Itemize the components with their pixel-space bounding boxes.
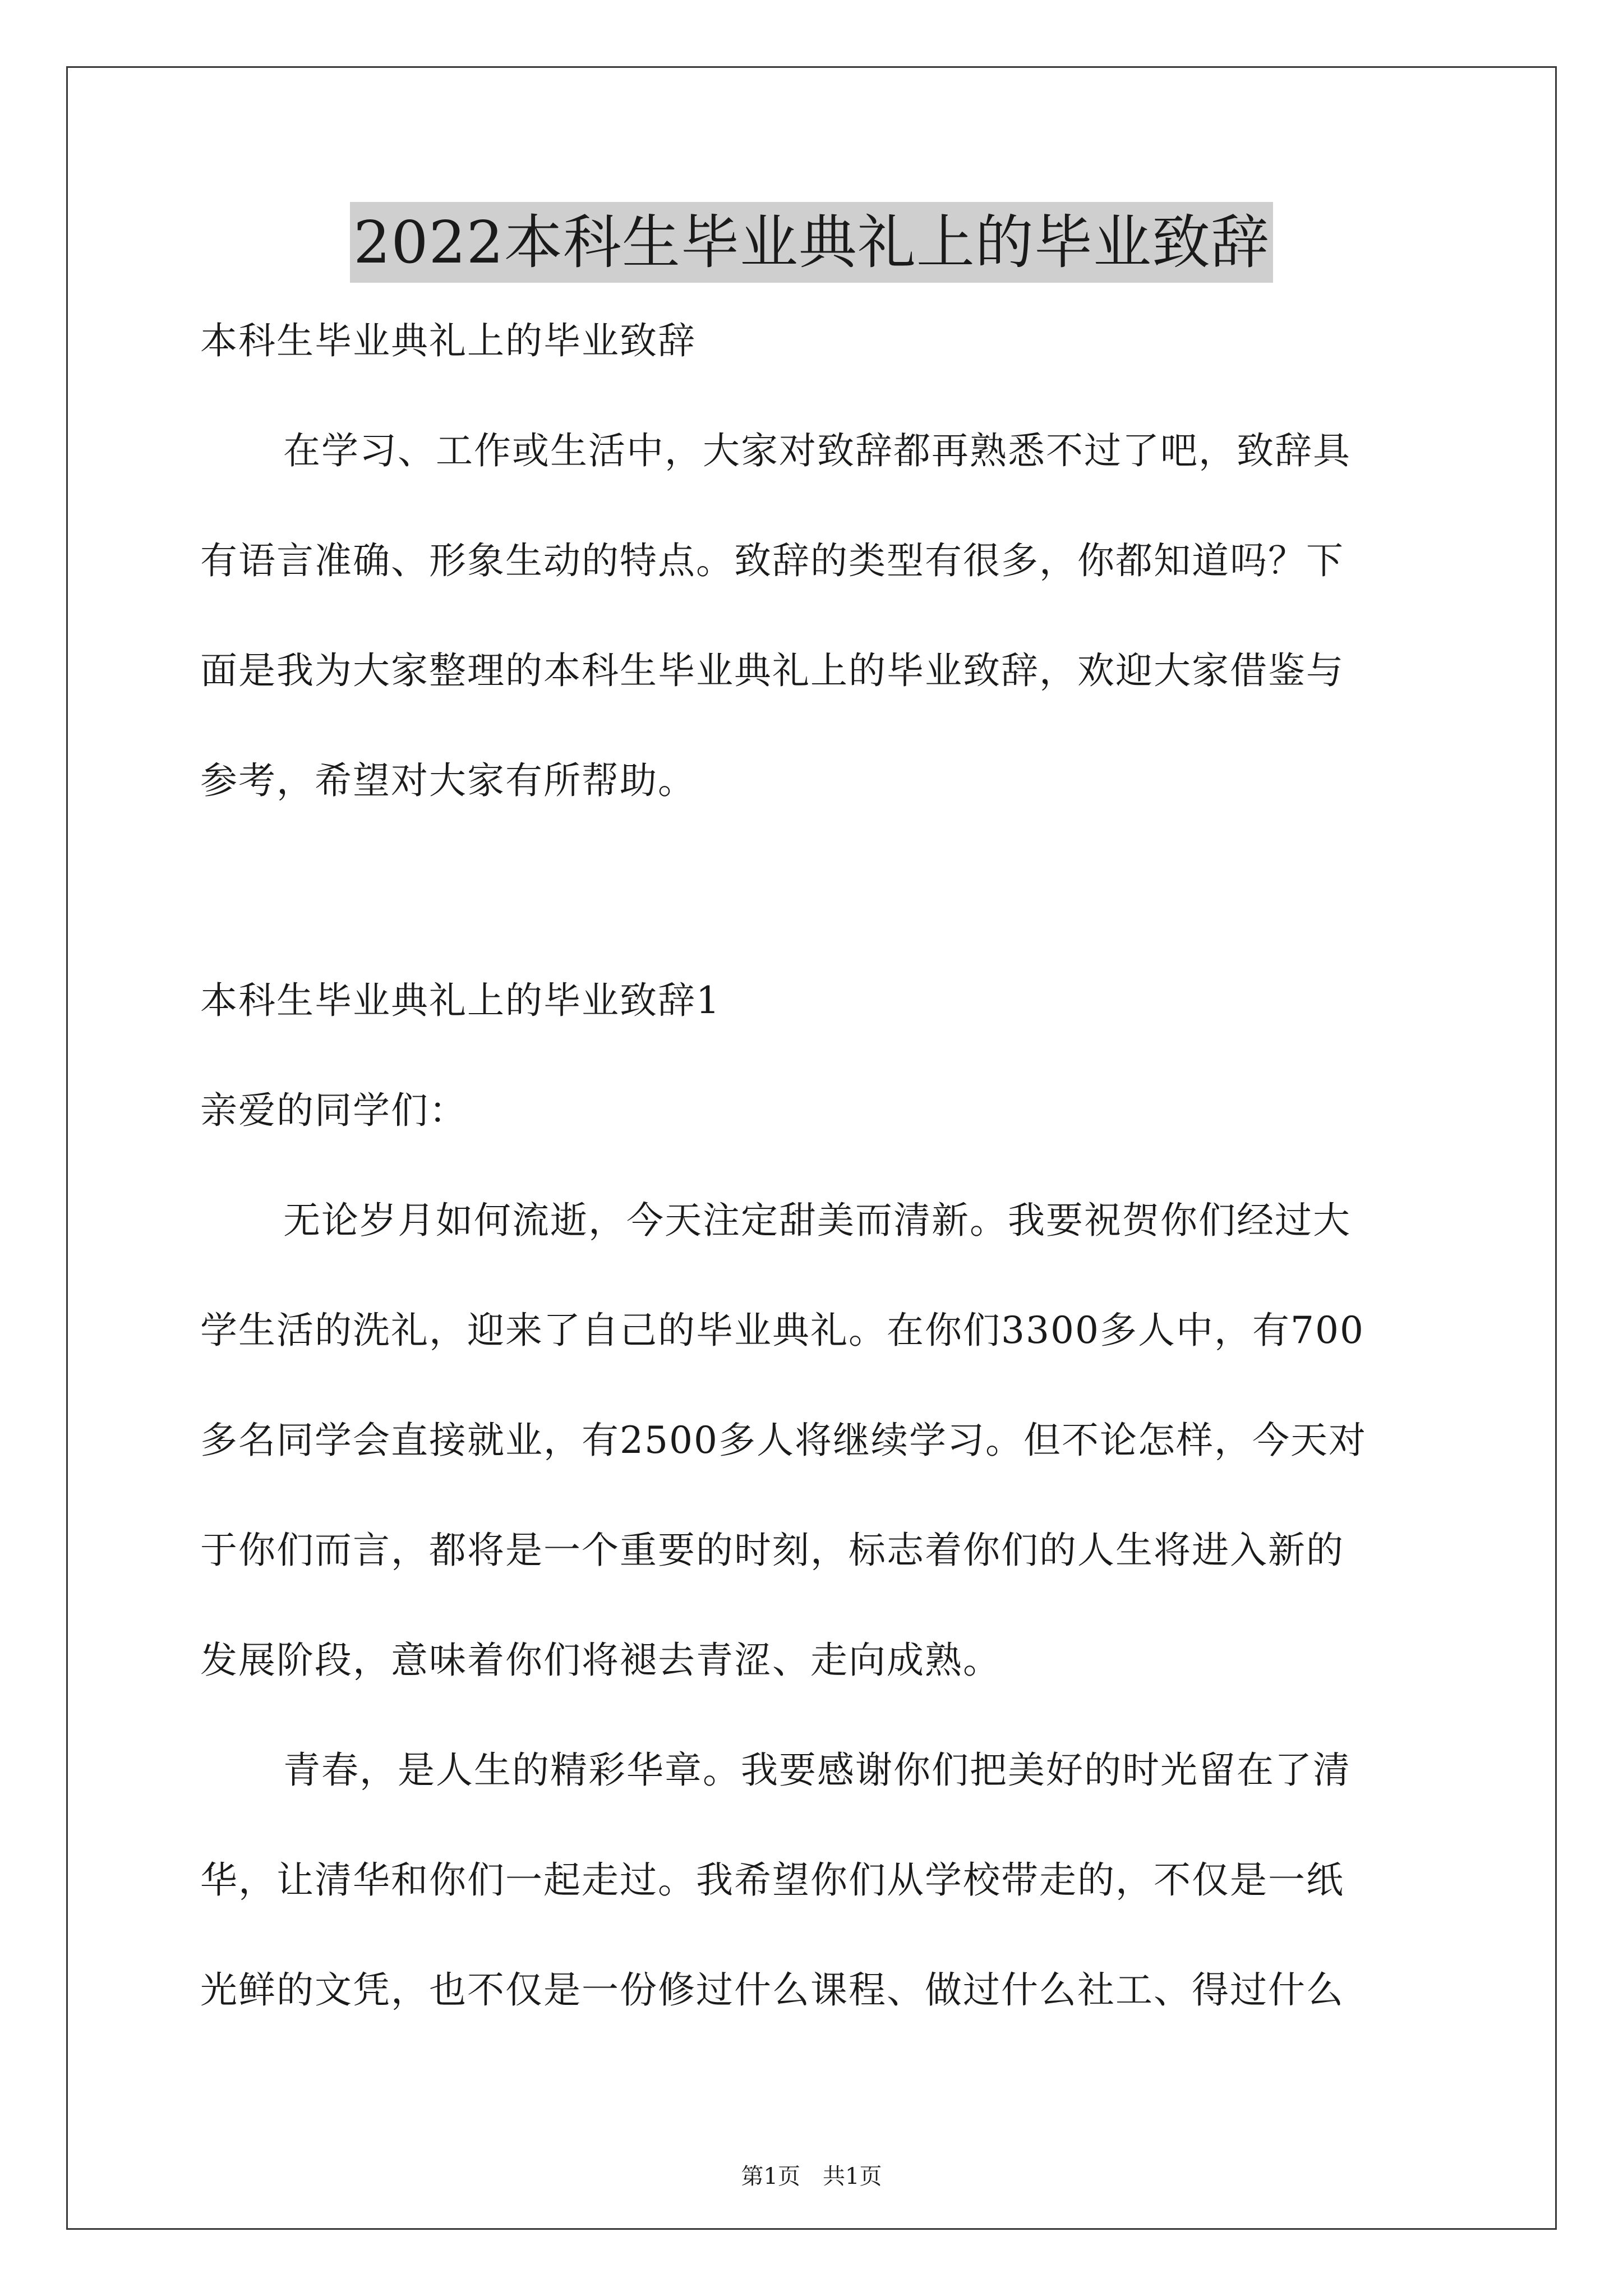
body-line: 华，让清华和你们一起走过。我希望你们从学校带走的，不仅是一纸 xyxy=(200,1858,1344,1902)
page-footer: 第1页 共1页 xyxy=(741,2164,882,2189)
body-line: 光鲜的文凭，也不仅是一份修过什么课程、做过什么社工、得过什么 xyxy=(200,1968,1344,2012)
section-heading: 本科生毕业典礼上的毕业致辞1 xyxy=(200,979,721,1022)
body-line: 于你们而言，都将是一个重要的时刻，标志着你们的人生将进入新的 xyxy=(200,1529,1344,1572)
body-line: 多名同学会直接就业，有2500多人将继续学习。但不论怎样，今天对 xyxy=(200,1419,1367,1462)
subtitle-line: 本科生毕业典礼上的毕业致辞 xyxy=(200,319,696,362)
body-line: 参考，希望对大家有所帮助。 xyxy=(200,759,696,802)
body-line: 学生活的洗礼，迎来了自己的毕业典礼。在你们3300多人中，有700 xyxy=(200,1309,1364,1352)
document-title: 2022本科生毕业典礼上的毕业致辞 xyxy=(350,202,1273,283)
body-line: 在学习、工作或生活中，大家对致辞都再熟悉不过了吧，致辞具 xyxy=(283,429,1351,472)
title-container xyxy=(0,202,1623,283)
body-line: 发展阶段，意味着你们将褪去青涩、走向成熟。 xyxy=(200,1639,1001,1682)
body-line: 有语言准确、形象生动的特点。致辞的类型有很多，你都知道吗？下 xyxy=(200,539,1344,582)
body-line: 青春，是人生的精彩华章。我要感谢你们把美好的时光留在了清 xyxy=(283,1749,1351,1792)
salutation-line: 亲爱的同学们： xyxy=(200,1089,467,1132)
body-line: 面是我为大家整理的本科生毕业典礼上的毕业致辞，欢迎大家借鉴与 xyxy=(200,649,1344,692)
body-line: 无论岁月如何流逝，今天注定甜美而清新。我要祝贺你们经过大 xyxy=(283,1199,1351,1242)
